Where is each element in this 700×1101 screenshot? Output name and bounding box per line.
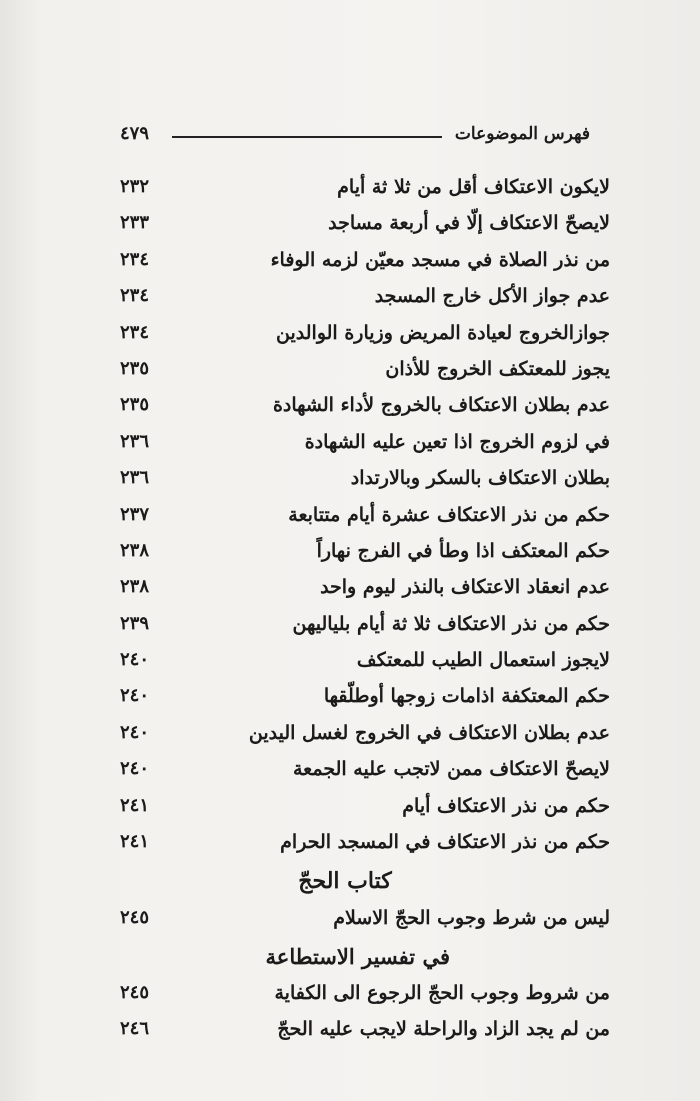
section-heading: كتاب الحجّ	[298, 868, 392, 895]
toc-entry-title: حكم المعتكف اذا وطأ في الفرج نهاراً	[316, 539, 610, 562]
toc-entry	[120, 500, 610, 536]
toc-entry	[120, 245, 610, 281]
toc-entry-page: ٢٤٥	[120, 907, 150, 929]
toc-entry	[120, 281, 610, 317]
toc-entry-title: حكم من نذر الاعتكاف في المسجد الحرام	[280, 831, 610, 854]
toc-entry-page: ٢٣٢	[120, 176, 150, 197]
toc-entry	[120, 536, 610, 572]
toc-entry	[120, 318, 610, 354]
toc-entry	[120, 609, 610, 645]
page-number: ٤٧٩	[120, 123, 150, 144]
toc-entry-title: حكم المعتكفة اذامات زوجها أوطلّقها	[323, 685, 610, 708]
toc-entry	[120, 978, 610, 1014]
toc-entry	[120, 903, 610, 939]
toc-entry-page: ٢٤٠	[120, 758, 150, 780]
toc-entry-title: عدم بطلان الاعتكاف في الخروج لغسل اليدين	[248, 721, 610, 744]
toc-entry-page: ٢٣٥	[120, 357, 150, 379]
header-rule	[172, 136, 442, 138]
toc-entry	[120, 572, 610, 608]
toc-entry-title: ليس من شرط وجوب الحجّ الاسلام	[333, 907, 610, 930]
toc-entry-page: ٢٣٧	[120, 503, 150, 525]
toc-entry	[120, 645, 610, 681]
toc-entry-page: ٢٤١	[120, 794, 150, 816]
toc-entry-page: ٢٣٤	[120, 321, 150, 343]
toc-entry-page: ٢٤١	[120, 831, 150, 853]
toc-entry	[120, 390, 610, 426]
toc-entry-page: ٢٣٩	[120, 612, 150, 634]
toc-entry	[120, 463, 610, 499]
toc-entry-page: ٢٣٤	[120, 285, 150, 307]
page-header	[120, 122, 590, 152]
toc-entry-page: ٢٣٣	[120, 212, 150, 234]
toc-entry	[120, 791, 610, 827]
toc-entry-title: عدم بطلان الاعتكاف بالخروج لأداء الشهادة	[272, 394, 610, 417]
toc-entry-title: لايصحّ الاعتكاف إلّا في أربعة مساجد	[328, 212, 610, 235]
toc-entry-page: ٢٤٥	[120, 981, 150, 1003]
toc-entry	[120, 718, 610, 754]
toc-entry	[120, 754, 610, 790]
toc-entry-title: لايكون الاعتكاف أقل من ثلا ثة أيام	[337, 176, 610, 198]
subsection-heading: في تفسير الاستطاعة	[265, 943, 450, 969]
toc-entry-title: حكم من نذر الاعتكاف ثلا ثة أيام بلياليهن	[292, 612, 610, 635]
toc-entry-page: ٢٣٤	[120, 248, 150, 270]
toc-entry-title: عدم انعقاد الاعتكاف بالنذر ليوم واحد	[320, 576, 610, 599]
toc-entry-title: بطلان الاعتكاف بالسكر وبالارتداد	[350, 467, 610, 490]
toc-entry-page: ٢٤٠	[120, 685, 150, 707]
running-title: فهرس الموضوعات	[454, 124, 590, 144]
toc-entry-title: في لزوم الخروج اذا تعين عليه الشهادة	[304, 430, 610, 453]
toc-entry-page: ٢٤٦	[120, 1018, 150, 1040]
table-of-contents	[120, 172, 610, 1051]
toc-entry-page: ٢٤٠	[120, 721, 150, 743]
toc-entry-title: عدم جواز الأكل خارج المسجد	[374, 285, 610, 308]
toc-entry	[120, 827, 610, 863]
toc-entry	[120, 208, 610, 244]
toc-entry-title: جوازالخروج لعيادة المريض وزيارة الوالدين	[276, 321, 610, 344]
toc-entry-page: ٢٣٨	[120, 576, 150, 598]
toc-entry-title: من شروط وجوب الحجّ الرجوع الى الكفاية	[274, 981, 610, 1004]
toc-entry-page: ٢٣٦	[120, 430, 150, 452]
toc-entry-title: حكم من نذر الاعتكاف عشرة أيام متتابعة	[288, 503, 610, 526]
toc-entry-page: ٢٣٥	[120, 394, 150, 416]
toc-entry-title: حكم من نذر الاعتكاف أيام	[402, 794, 610, 817]
toc-entry	[120, 427, 610, 463]
toc-entry-page: ٢٣٨	[120, 539, 150, 561]
toc-entry	[120, 354, 610, 390]
toc-entry-title: لايصحّ الاعتكاف ممن لاتجب عليه الجمعة	[293, 758, 610, 781]
toc-entry	[120, 681, 610, 717]
toc-entry	[120, 1014, 610, 1050]
toc-entry-title: من لم يجد الزاد والراحلة لايجب عليه الحجّ	[277, 1018, 610, 1041]
toc-entry-title: لايجوز استعمال الطيب للمعتكف	[356, 649, 610, 672]
toc-entry-title: من نذر الصلاة في مسجد معيّن لزمه الوفاء	[270, 248, 610, 271]
toc-entry-page: ٢٤٠	[120, 649, 150, 671]
toc-entry-page: ٢٣٦	[120, 467, 150, 489]
toc-entry	[120, 172, 610, 208]
toc-entry-title: يجوز للمعتكف الخروج للأذان	[385, 357, 610, 380]
